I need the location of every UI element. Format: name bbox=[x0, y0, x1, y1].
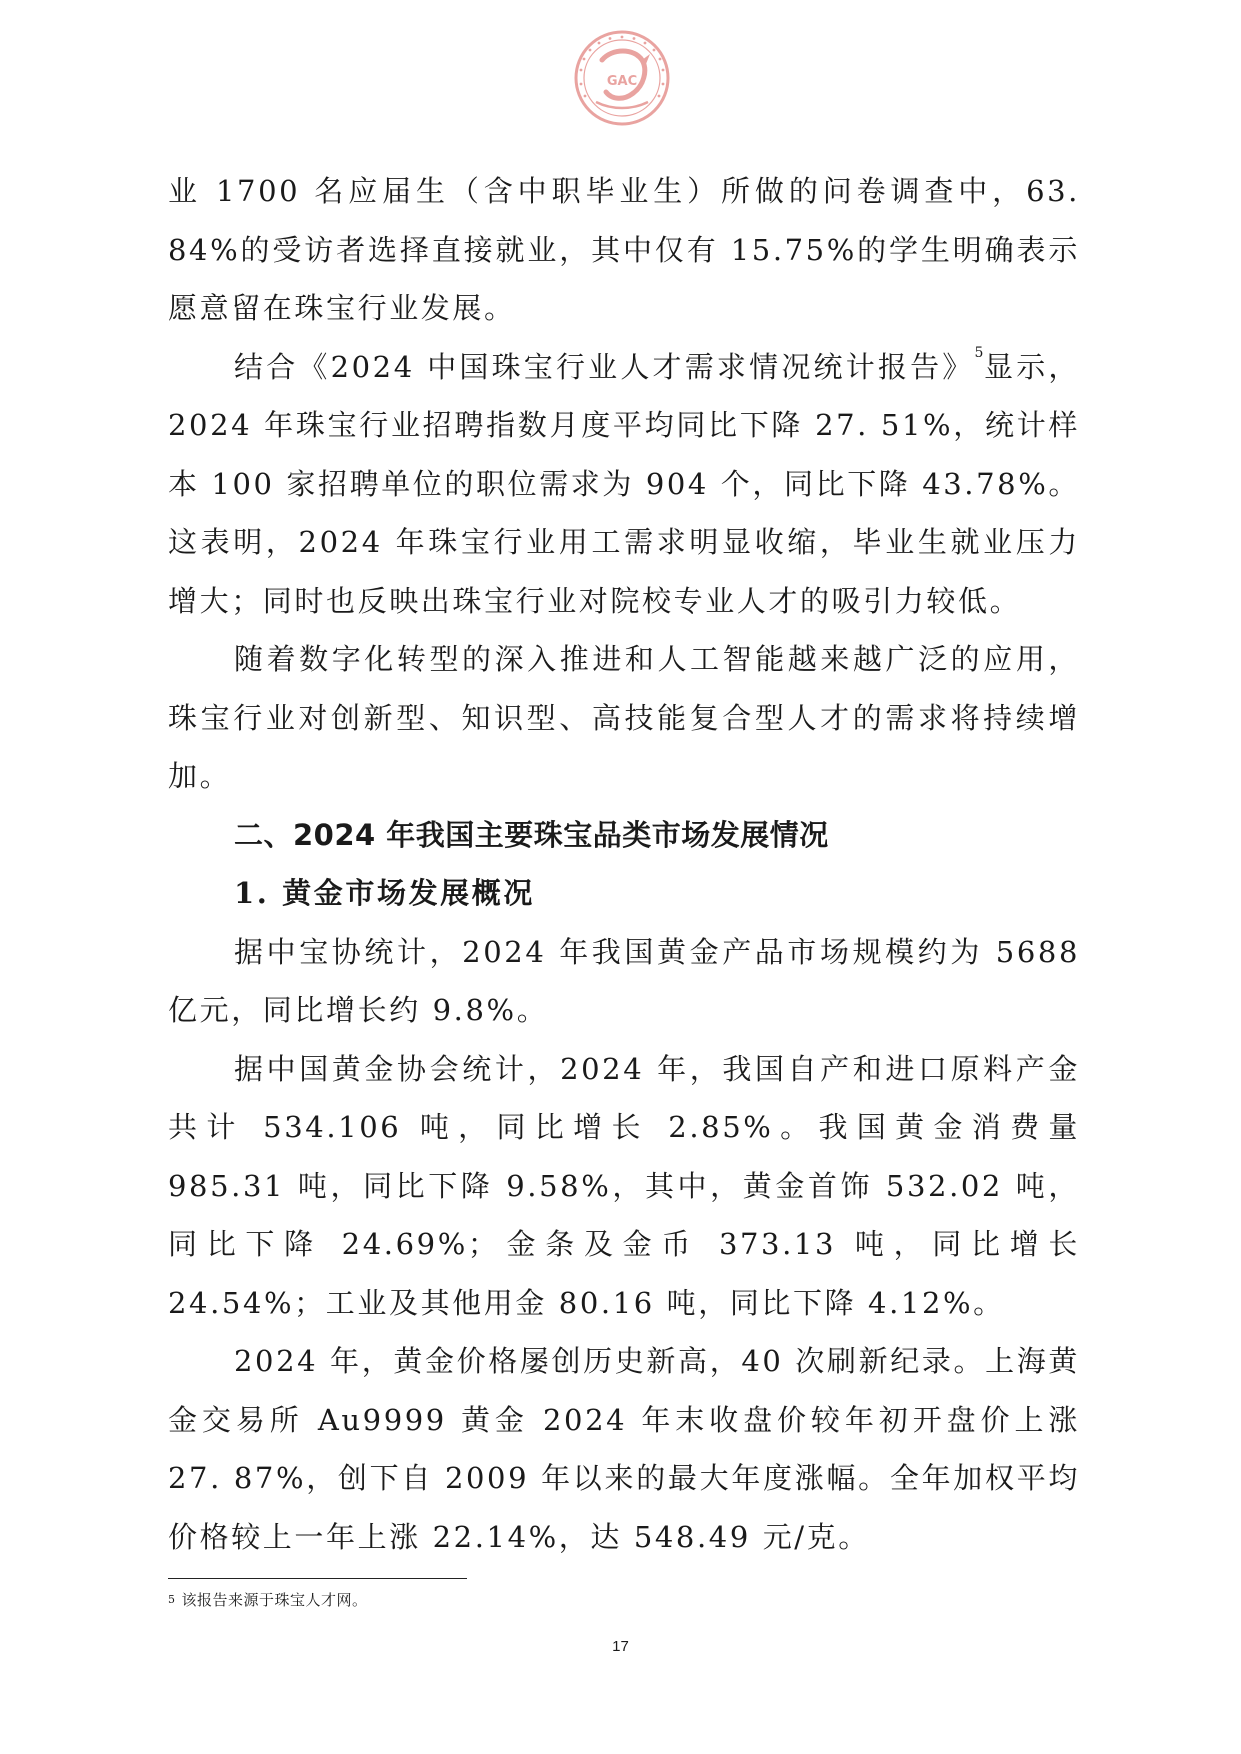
paragraph-report-text-1: 结合《2024 中国珠宝行业人才需求情况统计报告》 bbox=[234, 349, 975, 384]
page-number: 17 bbox=[612, 1638, 629, 1655]
gac-logo-icon bbox=[572, 28, 672, 128]
gac-logo bbox=[572, 28, 672, 128]
footnote-reference[interactable]: 5 bbox=[974, 344, 984, 361]
footnote-text: 该报告来源于珠宝人才网。 bbox=[181, 1591, 368, 1609]
section-heading: 二、2024 年我国主要珠宝品类市场发展情况 bbox=[234, 817, 829, 852]
paragraph-gold-price: 2024 年，黄金价格屡创历史新高，40 次刷新纪录。上海黄金交易所 Au9999 黄金 2024 年末收盘价较年初开盘价上涨 27. 87%，创下自 2009 年以来的最大年度涨幅。全年加权平均价格较上一年上涨 22.14%，达 548.49 元/克。 bbox=[168, 1344, 1080, 1554]
footnote-mark: 5 bbox=[168, 1593, 176, 1606]
logo-text: GAC bbox=[606, 74, 638, 89]
paragraph-report bbox=[168, 338, 1080, 631]
footnote-divider bbox=[168, 1578, 467, 1579]
paragraph-report-text-2: 显示，2024 年珠宝行业招聘指数月度平均同比下降 27. 51%，统计样本 100 家招聘单位的职位需求为 904 个，同比下降 43.78%。这表明，2024 年珠宝行业用工需求明显收缩，毕业生就业压力增大；同时也反映出珠宝行业对院校专业人才的吸引力较低。 bbox=[168, 349, 1080, 618]
paragraph-digital: 随着数字化转型的深入推进和人工智能越来越广泛的应用，珠宝行业对创新型、知识型、高技能复合型人才的需求将持续增加。 bbox=[168, 642, 1080, 793]
footnote bbox=[168, 1588, 368, 1612]
paragraph-gold-consumption: 据中国黄金协会统计，2024 年，我国自产和进口原料产金共计 534.106 吨，同比增长 2.85%。我国黄金消费量 985.31 吨，同比下降 9.58%，其中，黄金首饰 532.02 吨，同比下降 24.69%；金条及金币 373.13 吨，同比增长 24.54%；工业及其他用金 80.16 吨，同比下降 4.12%。 bbox=[168, 1051, 1080, 1320]
paragraph-survey: 业 1700 名应届生（含中职毕业生）所做的问卷调查中，63. 84%的受访者选择直接就业，其中仅有 15.75%的学生明确表示愿意留在珠宝行业发展。 bbox=[168, 174, 1080, 325]
document-body bbox=[168, 162, 1080, 1566]
paragraph-market-size: 据中宝协统计，2024 年我国黄金产品市场规模约为 5688 亿元，同比增长约 9.8%。 bbox=[168, 934, 1080, 1027]
subsection-heading: 1. 黄金市场发展概况 bbox=[234, 876, 535, 910]
